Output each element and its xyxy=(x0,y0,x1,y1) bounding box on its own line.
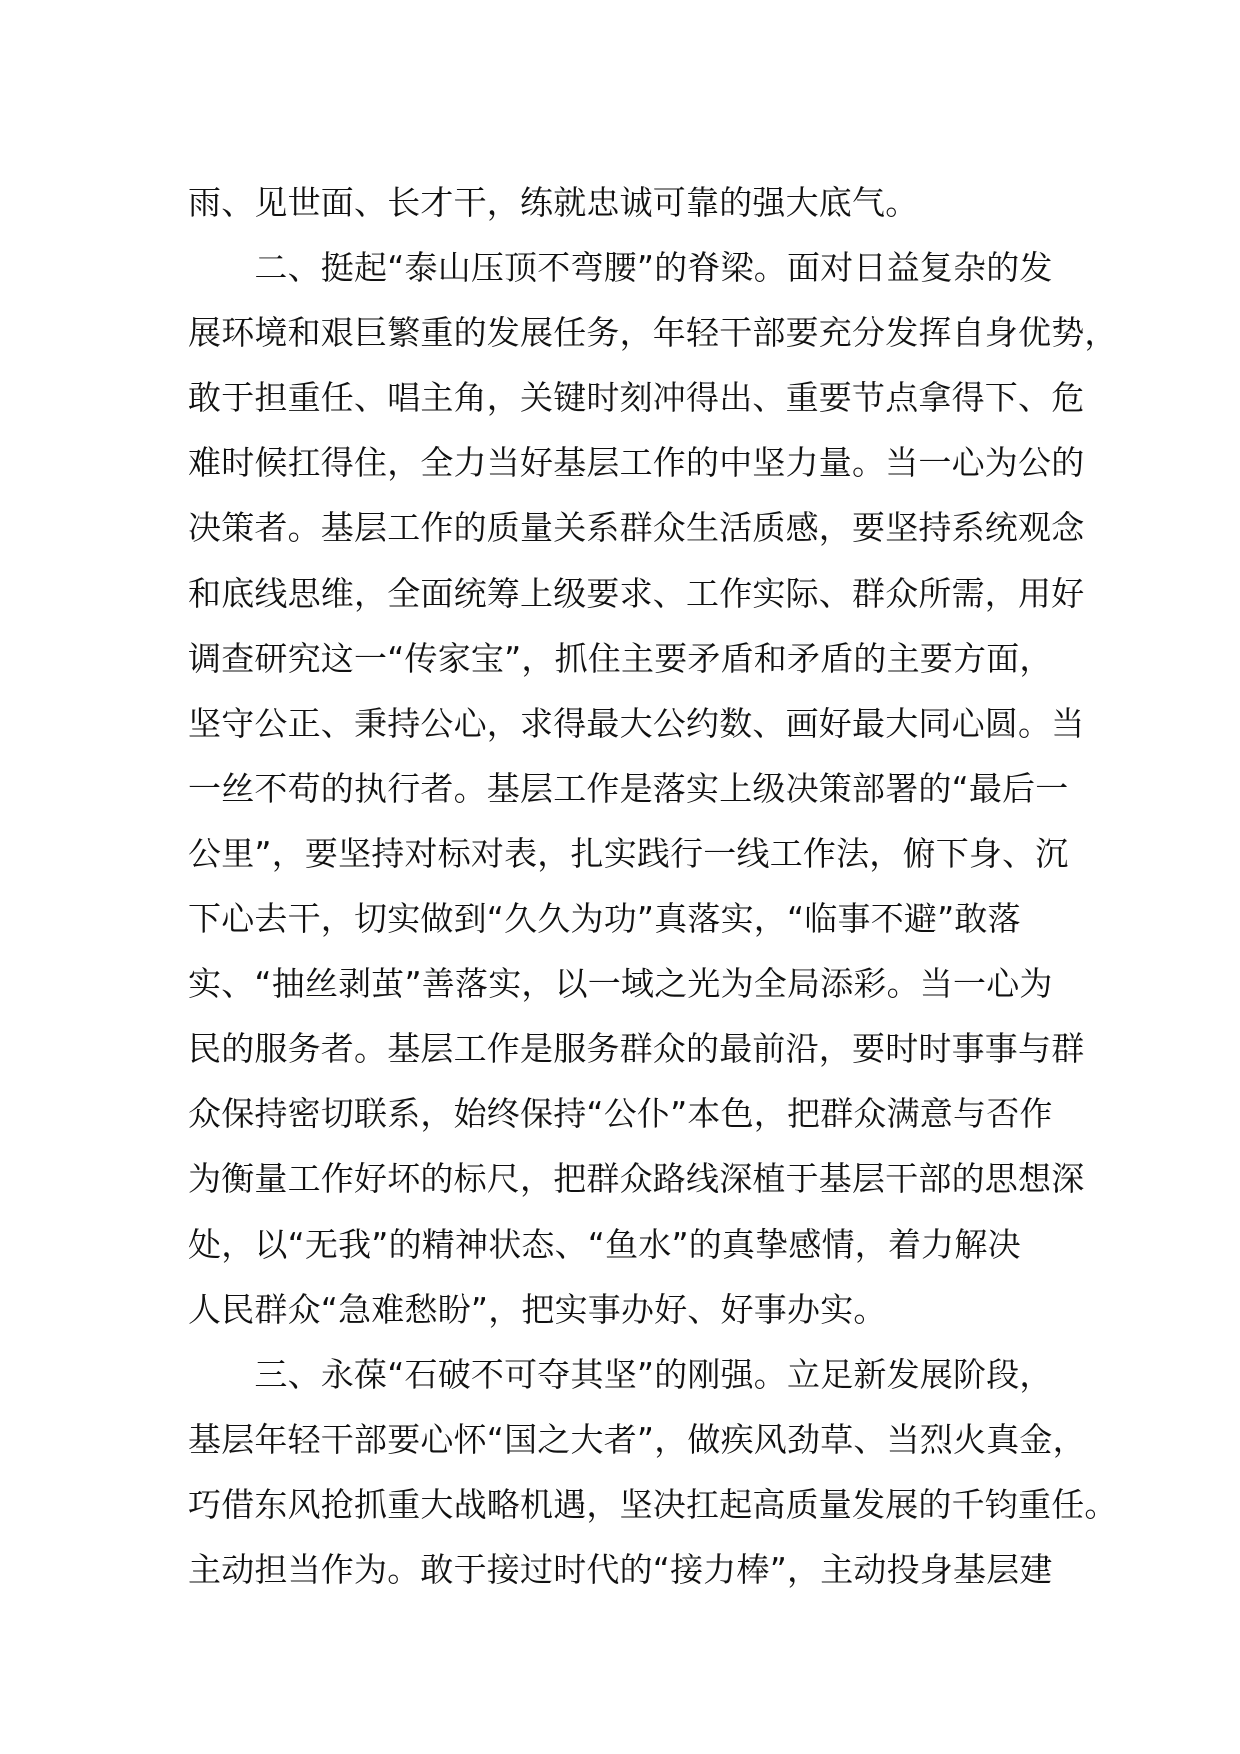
text-line: 敢于担重任、唱主角，关键时刻冲得出、重要节点拿得下、危 xyxy=(188,378,1085,418)
text-line: 二、挺起“泰山压顶不弯腰”的脊梁。面对日益复杂的发 xyxy=(188,248,1053,288)
text-line: 三、永葆“石破不可夺其坚”的刚强。立足新发展阶段， xyxy=(188,1354,1053,1394)
text-line: 为衡量工作好坏的标尺，把群众路线深植于基层干部的思想深 xyxy=(188,1159,1085,1199)
text-line: 实、“抽丝剥茧”善落实，以一域之光为全局添彩。当一心为 xyxy=(188,964,1053,1004)
text-line: 展环境和艰巨繁重的发展任务，年轻干部要充分发挥自身优势， xyxy=(188,313,1118,353)
text-line: 人民群众“急难愁盼”，把实事办好、好事办实。 xyxy=(188,1289,887,1329)
text-line: 雨、见世面、长才干，练就忠诚可靠的强大底气。 xyxy=(188,183,919,222)
text-line: 主动担当作为。敢于接过时代的“接力棒”，主动投身基层建 xyxy=(188,1549,1053,1589)
text-line: 巧借东风抢抓重大战略机遇，坚决扛起高质量发展的千钧重任。 xyxy=(188,1484,1118,1524)
text-line: 调查研究这一“传家宝”，抓住主要矛盾和矛盾的主要方面， xyxy=(188,638,1053,678)
text-line: 难时候扛得住，全力当好基层工作的中坚力量。当一心为公的 xyxy=(188,443,1085,483)
text-line: 决策者。基层工作的质量关系群众生活质感，要坚持系统观念 xyxy=(188,508,1085,548)
text-line: 和底线思维，全面统筹上级要求、工作实际、群众所需，用好 xyxy=(188,573,1085,613)
text-line: 坚守公正、秉持公心，求得最大公约数、画好最大同心圆。当 xyxy=(188,703,1085,743)
text-line: 下心去干，切实做到“久久为功”真落实，“临事不避”敢落 xyxy=(188,899,1021,939)
text-line: 民的服务者。基层工作是服务群众的最前沿，要时时事事与群 xyxy=(188,1029,1085,1069)
body-text xyxy=(188,170,1118,1602)
text-line: 众保持密切联系，始终保持“公仆”本色，把群众满意与否作 xyxy=(188,1094,1053,1134)
text-line: 公里”，要坚持对标对表，扎实践行一线工作法，俯下身、沉 xyxy=(188,833,1069,873)
text-line: 处，以“无我”的精神状态、“鱼水”的真挚感情，着力解决 xyxy=(188,1224,1021,1264)
text-line: 一丝不苟的执行者。基层工作是落实上级决策部署的“最后一 xyxy=(188,768,1069,808)
text-line: 基层年轻干部要心怀“国之大者”，做疾风劲草、当烈火真金， xyxy=(188,1419,1086,1459)
